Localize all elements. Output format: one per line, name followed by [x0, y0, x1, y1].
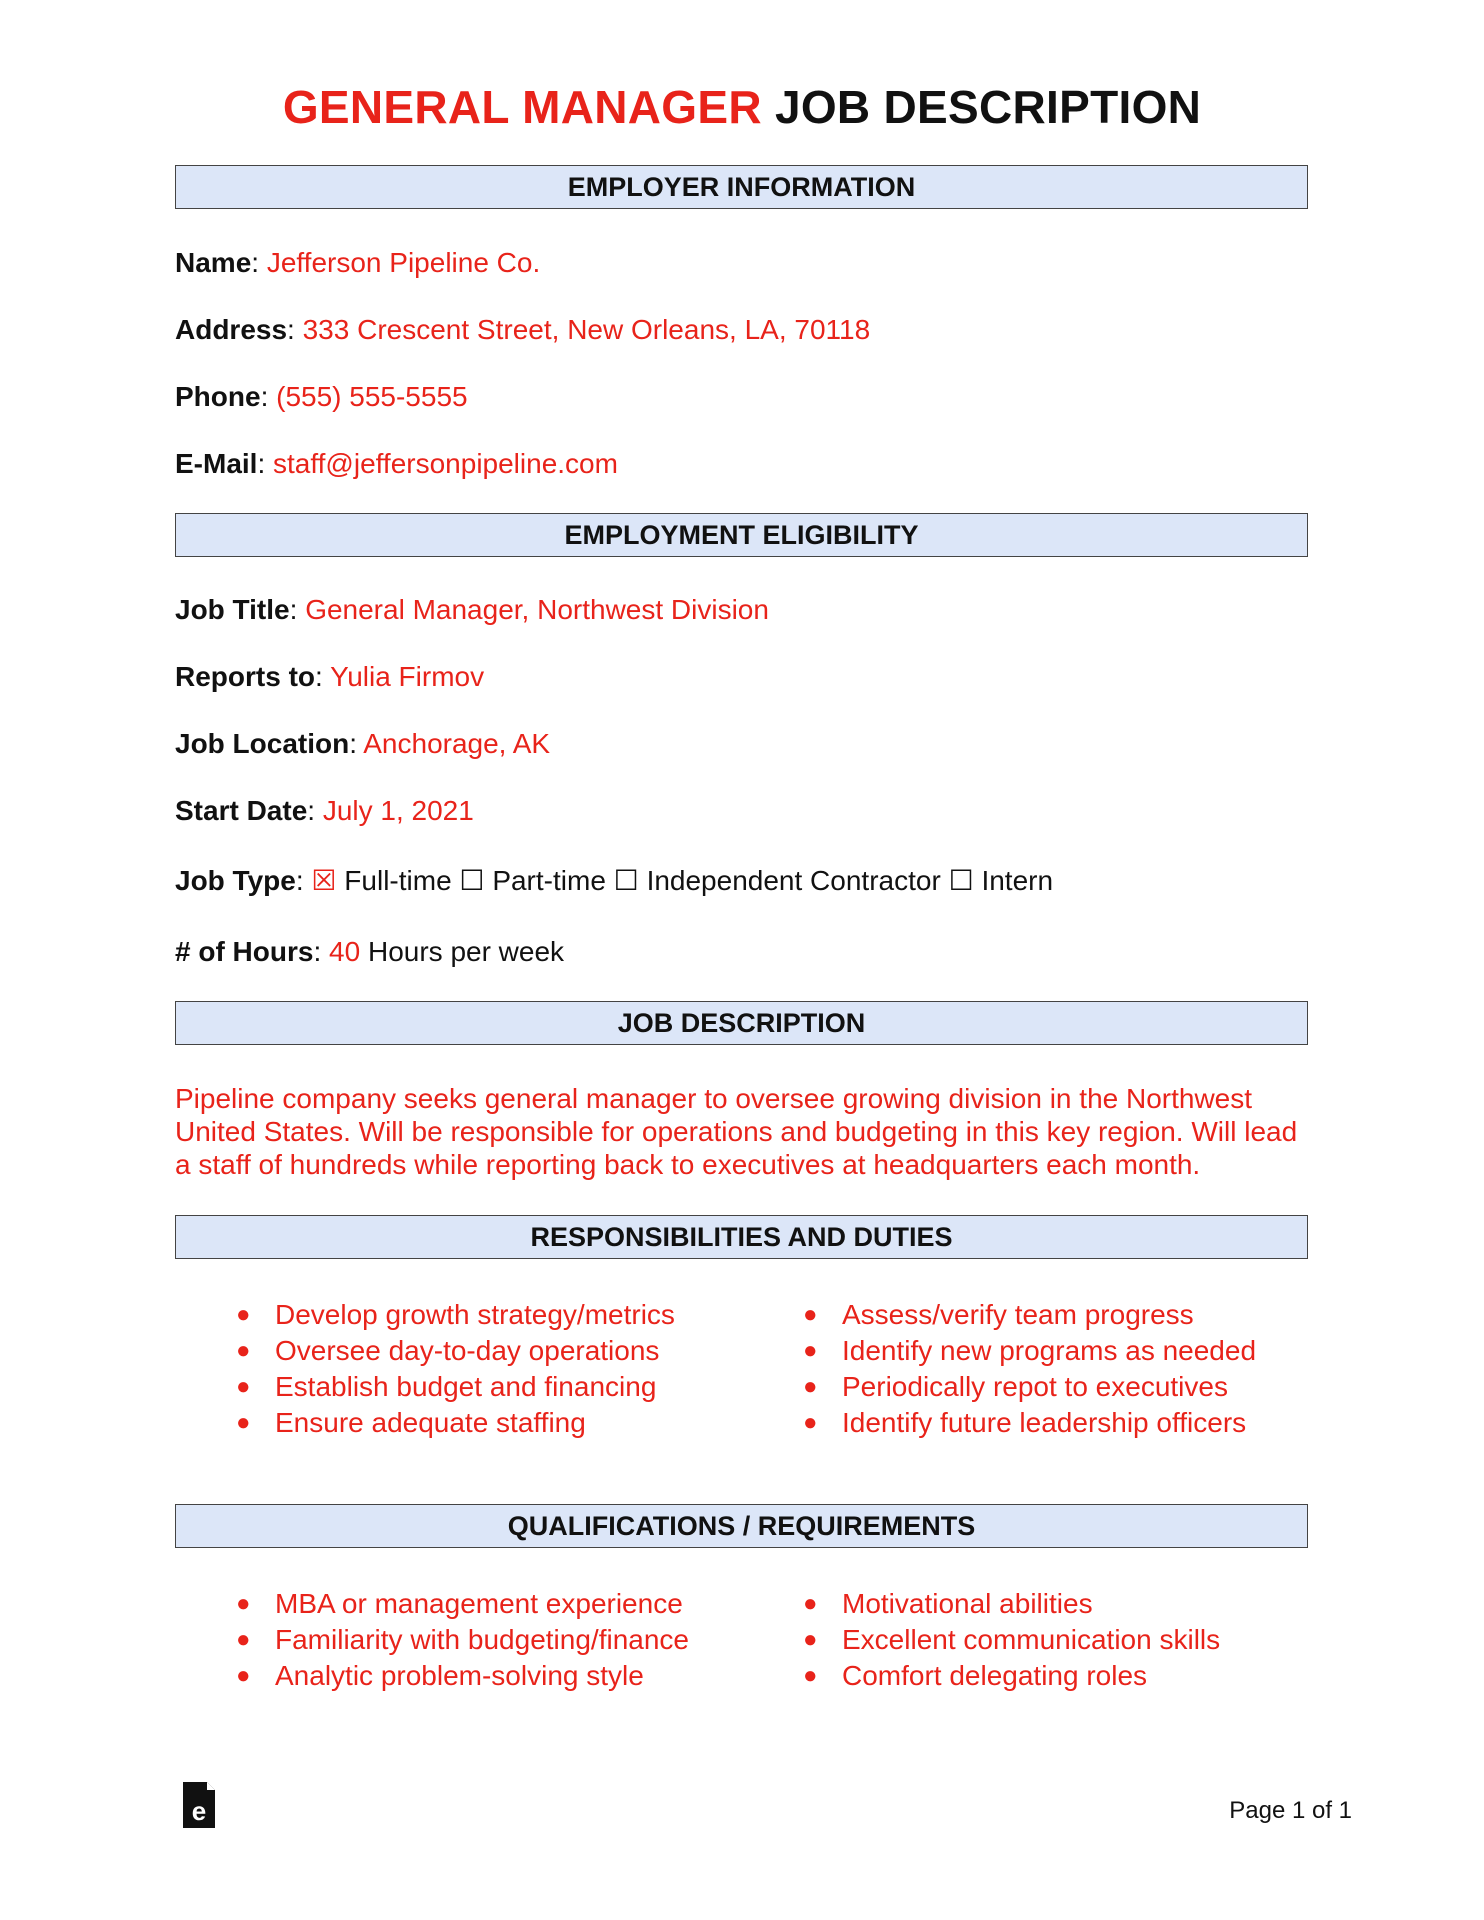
checkbox-full-time[interactable]: ☒	[311, 865, 337, 896]
phone-label: Phone	[175, 381, 261, 412]
field-email: E-Mail: staff@jeffersonpipeline.com	[175, 448, 618, 479]
hours-suffix: Hours per week	[367, 936, 565, 967]
checkbox-part-time[interactable]: ☐	[459, 865, 485, 896]
title-part-2: JOB DESCRIPTION	[774, 81, 1202, 133]
email-value: staff@jeffersonpipeline.com	[273, 448, 618, 479]
name-value: Jefferson Pipeline Co.	[266, 247, 541, 278]
section-qualifications: QUALIFICATIONS / REQUIREMENTS	[175, 1504, 1308, 1548]
job-description-text: Pipeline company seeks general manager to oversee growing division in the Northwest United States. Will be responsible for operations and budgeting in this key region. Will lead a staff of hundreds while reporting back to executives at headquarters each month.	[175, 1083, 1298, 1180]
qualifications-left-list	[236, 1586, 689, 1694]
eforms-logo-icon	[183, 1782, 215, 1828]
list-item: ● Analytic problem-solving style	[236, 1660, 644, 1691]
title-part-1: GENERAL MANAGER	[282, 81, 762, 133]
reports-to-label: Reports to	[175, 661, 315, 692]
list-item: ● Identify future leadership officers	[803, 1407, 1247, 1438]
name-label: Name	[175, 247, 252, 278]
job-type-label: Job Type	[175, 865, 296, 896]
job-type-full-time-label: Full-time	[344, 865, 452, 896]
svg-text:e: e	[191, 1796, 207, 1826]
qualifications-right-list	[803, 1586, 1221, 1694]
field-name: Name: Jefferson Pipeline Co.	[175, 247, 541, 278]
page-number: Page 1 of 1	[1229, 1797, 1352, 1824]
checkbox-intern[interactable]: ☐	[948, 865, 974, 896]
start-date-label: Start Date	[175, 795, 308, 826]
reports-to-value: Yulia Firmov	[330, 661, 485, 692]
job-title-label: Job Title	[175, 594, 290, 625]
field-address: Address: 333 Crescent Street, New Orleans, LA, 70118	[175, 314, 871, 345]
checkbox-independent-contractor[interactable]: ☐	[613, 865, 639, 896]
document-title	[0, 80, 1484, 134]
field-reports-to: Reports to: Yulia Firmov	[175, 661, 485, 692]
field-start-date: Start Date: July 1, 2021	[175, 795, 474, 826]
phone-value: (555) 555-5555	[276, 381, 468, 412]
hours-value: 40	[329, 936, 361, 967]
section-employment-eligibility: EMPLOYMENT ELIGIBILITY	[175, 513, 1308, 557]
hours-label: # of Hours	[175, 936, 314, 967]
job-type-contractor-label: Independent Contractor	[646, 865, 941, 896]
list-item: ● Oversee day-to-day operations	[236, 1335, 660, 1366]
job-type-part-time-label: Part-time	[492, 865, 606, 896]
list-item: ● Periodically repot to executives	[803, 1371, 1228, 1402]
list-item: ● MBA or management experience	[236, 1588, 683, 1619]
list-item: ● Motivational abilities	[803, 1588, 1093, 1619]
address-label: Address	[175, 314, 288, 345]
field-job-type: Job Type: ☒ Full-time ☐ Part-time ☐ Independent Contractor ☐ Intern	[175, 865, 1054, 896]
list-item: ● Develop growth strategy/metrics	[236, 1299, 675, 1330]
job-type-intern-label: Intern	[981, 865, 1054, 896]
field-hours: # of Hours: 40 Hours per week	[175, 936, 565, 967]
field-phone: Phone: (555) 555-5555	[175, 381, 468, 412]
job-title-value: General Manager, Northwest Division	[305, 594, 769, 625]
list-item: ● Excellent communication skills	[803, 1624, 1221, 1655]
list-item: ● Ensure adequate staffing	[236, 1407, 586, 1438]
address-value: 333 Crescent Street, New Orleans, LA, 70118	[302, 314, 871, 345]
list-item: ● Assess/verify team progress	[803, 1299, 1194, 1330]
list-item: ● Comfort delegating roles	[803, 1660, 1148, 1691]
job-location-label: Job Location	[175, 728, 350, 759]
section-responsibilities: RESPONSIBILITIES AND DUTIES	[175, 1215, 1308, 1259]
start-date-value: July 1, 2021	[322, 795, 474, 826]
responsibilities-left-list	[236, 1297, 675, 1441]
responsibilities-right-list	[803, 1297, 1257, 1441]
list-item: ● Identify new programs as needed	[803, 1335, 1257, 1366]
job-location-value: Anchorage, AK	[363, 728, 551, 759]
list-item: ● Familiarity with budgeting/finance	[236, 1624, 689, 1655]
field-job-location: Job Location: Anchorage, AK	[175, 728, 551, 759]
list-item: ● Establish budget and financing	[236, 1371, 657, 1402]
field-job-title: Job Title: General Manager, Northwest Division	[175, 594, 769, 625]
section-job-description: JOB DESCRIPTION	[175, 1001, 1308, 1045]
email-label: E-Mail	[175, 448, 258, 479]
section-employer-information: EMPLOYER INFORMATION	[175, 165, 1308, 209]
